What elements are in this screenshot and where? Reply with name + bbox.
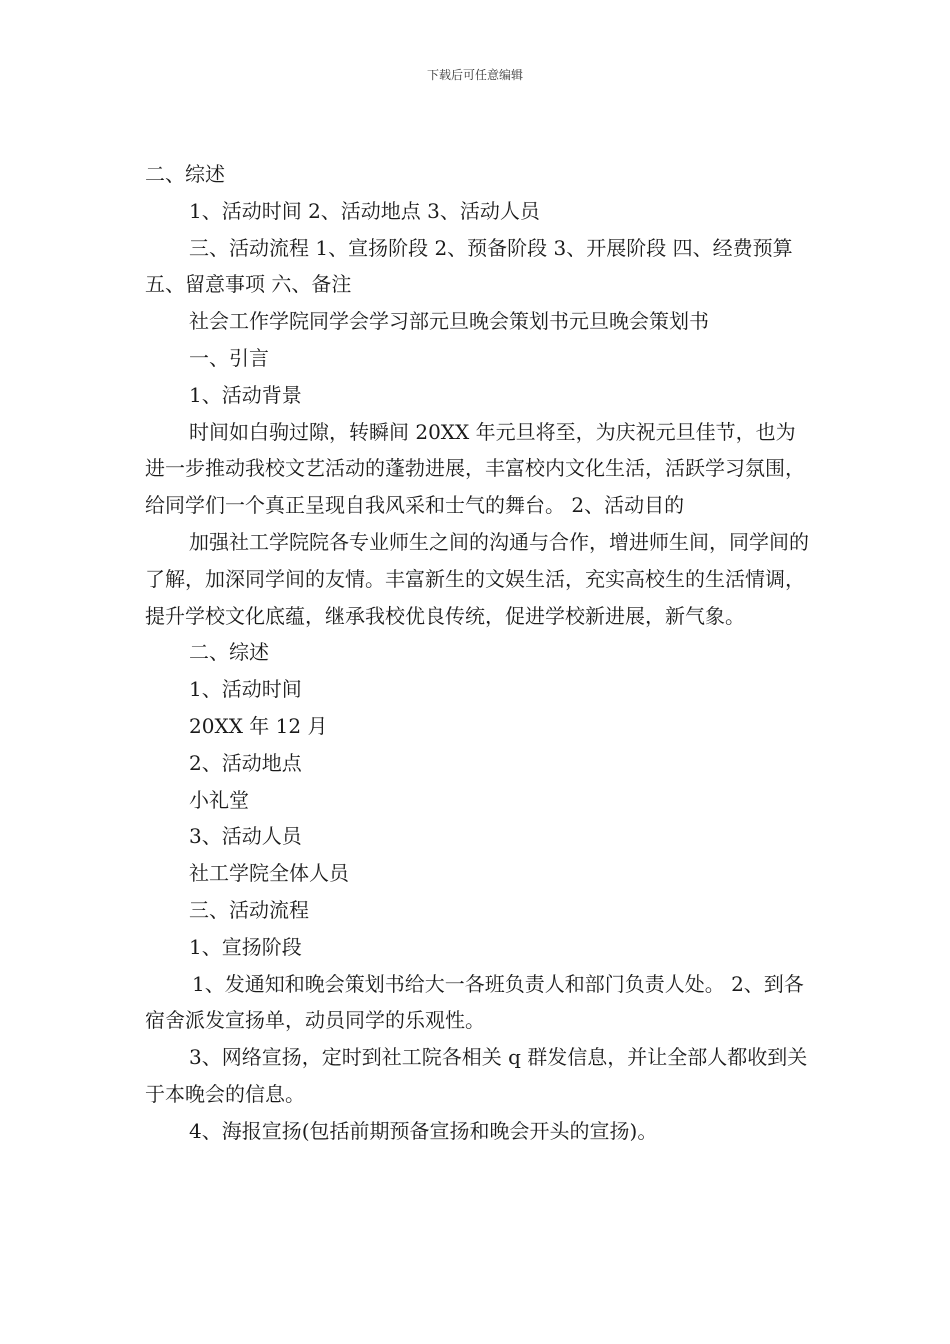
subheading-location: 2、活动地点: [189, 750, 302, 775]
subheading-time: 1、活动时间: [189, 677, 302, 702]
section-heading-overview-2: 二、综述: [189, 640, 269, 665]
overview-items: 1、活动时间 2、活动地点 3、活动人员: [189, 198, 540, 223]
section-heading-overview: 二、综述: [145, 162, 225, 186]
section-heading-intro: 一、引言: [189, 345, 269, 370]
participants-value: 社工学院全体人员: [189, 861, 349, 886]
time-value: 20XX 年 12 月: [189, 713, 328, 738]
document-body: [145, 156, 810, 1150]
subheading-promotion: 1、宣扬阶段: [189, 934, 302, 959]
page-header-note: 下载后可任意编辑: [426, 68, 523, 82]
promotion-step-4: 4、海报宣扬(包括前期预备宣扬和晚会开头的宣扬)。: [189, 1118, 658, 1143]
subheading-participants: 3、活动人员: [189, 824, 302, 849]
subheading-background: 1、活动背景: [189, 382, 302, 407]
document-title: 社会工作学院同学会学习部元旦晚会策划书元旦晚会策划书: [189, 309, 709, 334]
promotion-step-3: 3、网络宣扬，定时到社工院各相关 q 群发信息，并让全部人都收到关于本晚会的信息。: [145, 1045, 808, 1106]
paragraph-purpose: 加强社工学院院各专业师生之间的沟通与合作，增进师生间，同学间的了解，加深同学间的友情。丰富新生的文娱生活，充实高校生的生活情调，提升学校文化底蕴，继承我校优良传统，促进学校新进展，新气象。: [145, 529, 809, 628]
promotion-step-1-2: 1、发通知和晚会策划书给大一各班负责人和部门负责人处。 2、到各宿舍派发宣扬单，动员同学的乐观性。: [145, 971, 804, 1033]
paragraph-background: 时间如白驹过隙，转瞬间 20XX 年元旦将至，为庆祝元旦佳节，也为进一步推动我校文艺活动的蓬勃进展，丰富校内文化生活，活跃学习氛围，给同学们一个真正呈现自我风采和士气的舞台。 2、活动目的: [145, 419, 805, 518]
section-heading-process: 三、活动流程: [189, 897, 309, 922]
location-value: 小礼堂: [189, 787, 249, 812]
outline-items: 三、活动流程 1、宣扬阶段 2、预备阶段 3、开展阶段 四、经费预算 五、留意事项 六、备注: [145, 235, 793, 297]
